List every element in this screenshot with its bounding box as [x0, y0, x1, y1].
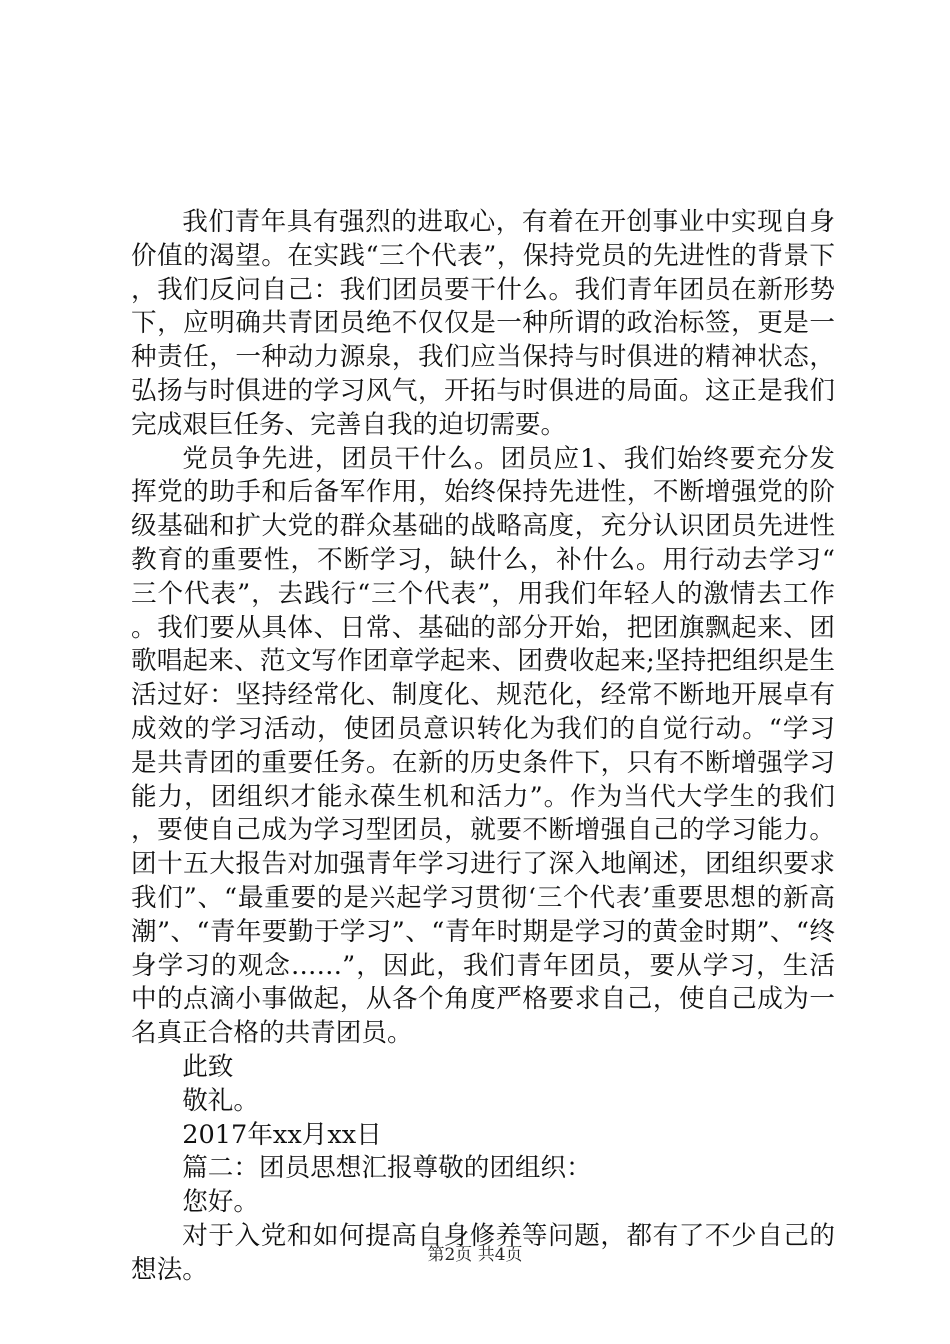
page-number-label: 第2页 共4页	[427, 1245, 523, 1265]
greeting-line: 您好。	[182, 1187, 259, 1218]
paragraph-2: 党员争先进，团员干什么。团员应1、我们始终要充分发挥党的助手和后备军作用，始终保持先进性，不断增强党的阶级基础和扩大党的群众基础的战略高度，充分认识团员先进性教育的重要性，不断学习，缺什么，补什么。用行动去学习“三个代表”，去践行“三个代表”，用我们年轻人的激情去工作。我们要从具体、日常、基础的部分开始，把团旗飘起来、团歌唱起来、范文写作团章学起来、团费收起来;坚持把组织是生活过好：坚持经常化、制度化、规范化，经常不断地开展卓有成效的学习活动，使团员意识转化为我们的自觉行动。“学习是共青团的重要任务。在新的历史条件下，只有不断增强学习能力，团组织才能永葆生机和活力”。作为当代大学生的我们，要使自己成为学习型团员，就要不断增强自己的学习能力。团十五大报告对加强青年学习进行了深入地阐述，团组织要求我们”、“最重要的是兴起学习贯彻‘三个代表’重要思想的新高潮”、“青年要勤于学习”、“青年时期是学习的黄金时期”、“终身学习的观念……”，因此，我们青年团员，要从学习，生活中的点滴小事做起，从各个角度严格要求自己，使自己成为一名真正合格的共青团员。	[131, 443, 835, 1049]
section-title: 篇二：团员思想汇报尊敬的团组织：	[182, 1153, 592, 1184]
paragraph-3: 对于入党和如何提高自身修养等问题，都有了不少自己的想法。	[131, 1220, 835, 1285]
salute-line: 敬礼。	[182, 1085, 259, 1116]
closing-line: 此致	[182, 1051, 234, 1082]
page-footer	[0, 1244, 950, 1266]
paragraph-1: 我们青年具有强烈的进取心，有着在开创事业中实现自身价值的渴望。在实践“三个代表”，保持党员的先进性的背景下，我们反问自己：我们团员要干什么。我们青年团员在新形势下，应明确共青团员绝不仅仅是一种所谓的政治标签，更是一种责任，一种动力源泉，我们应当保持与时俱进的精神状态，弘扬与时俱进的学习风气，开拓与时俱进的局面。这正是我们完成艰巨任务、完善自我的迫切需要。	[131, 207, 835, 440]
document-body	[131, 206, 835, 1288]
date-line: 2017年xx月xx日	[182, 1119, 382, 1150]
